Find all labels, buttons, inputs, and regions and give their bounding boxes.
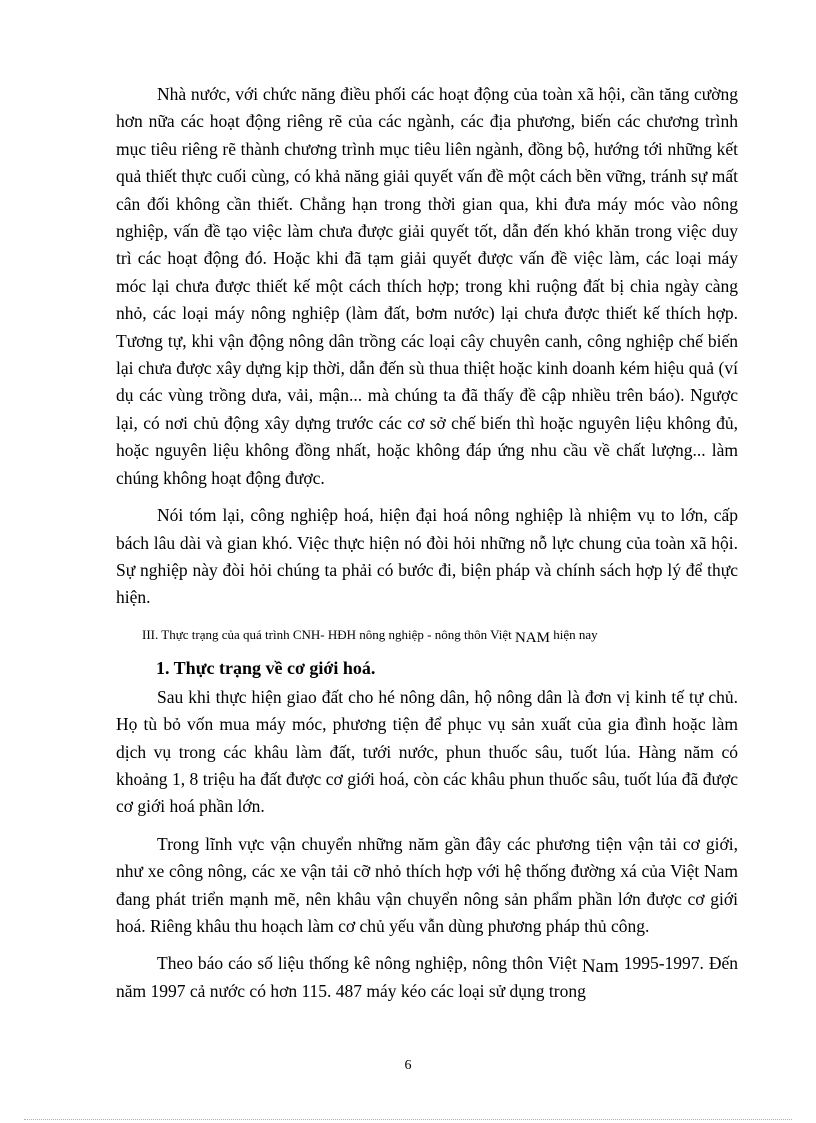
body-paragraph: Trong lĩnh vực vận chuyển những năm gần đây các phương tiện vận tải cơ giới, như xe công nông, các xe vận tải cỡ nhỏ thích hợp với hệ thống đường xá của Việt Nam đang phát triển mạnh mẽ, nên khâu vận chuyển nông sản phẩm phần lớn được cơ giới hoá. Riêng khâu thu hoạch làm cơ chủ yếu vẫn dùng phương pháp thủ công. [116, 833, 738, 936]
last-paragraph-end: 1995-1997. Đến năm 1997 cả nước có hơn 115. 487 máy kéo các loại sử dụng trong [116, 953, 738, 1001]
page-body [116, 81, 738, 1005]
body-paragraph: Nói tóm lại, công nghiệp hoá, hiện đại hoá nông nghiệp là nhiệm vụ to lớn, cấp bách lâu dài và gian khó. Việc thực hiện nó đòi hỏi những nỗ lực chung của toàn xã hội. Sự nghiệp này đòi hỏi chúng ta phải có bước đi, biện pháp và chính sách hợp lý để thực hiện. [116, 505, 738, 608]
section-heading-caps: NAM [514, 629, 550, 646]
last-paragraph-start: Theo báo cáo số liệu thống kê nông nghiệp, nông thôn Việt [157, 953, 582, 974]
page-number: 6 [404, 1058, 412, 1073]
body-paragraph: Sau khi thực hiện giao đất cho hé nông dân, hộ nông dân là đơn vị kinh tế tự chủ. Họ tù bỏ vốn mua máy móc, phương tiện để phục vụ sản xuất của gia đình hoặc làm dịch vụ trong các khâu làm đất, tưới nước, phun thuốc sâu, tuốt lúa. Hàng năm có khoảng 1, 8 triệu ha đất được cơ giới hoá, còn các khâu phun thuốc sâu, tuốt lúa đã được cơ giới hoá phần lớn. [116, 686, 738, 817]
section-heading-suffix: hiện nay [549, 626, 598, 642]
body-paragraph: Nhà nước, với chức năng điều phối các hoạt động của toàn xã hội, cần tăng cường hơn nữa các hoạt động riêng rẽ của các ngành, các địa phương, biến các chương trình mục tiêu riêng rẽ thành chương trình mục tiêu liên ngành, đồng bộ, hướng tới những kết quả thiết thực cuối cùng, có khả năng giải quyết vấn đề một cách bền vững, tránh sự mất cân đối không cần thiết. Chẳng hạn trong thời gian qua, khi đưa máy móc vào nông nghiệp, vấn đề tạo việc làm chưa được giải quyết tốt, dẫn đến khó khăn trong việc duy trì các hoạt động đó. Hoặc khi đã tạm giải quyết được vấn đề việc làm, các loại máy móc lại chưa được thiết kế một cách thích hợp; trong khi ruộng đất bị chia ngày càng nhỏ, các loại máy nông nghiệp (làm đất, bơm nước) lại chưa được thiết kế thích hợp. Tương tự, khi vận động nông dân trồng các loại cây chuyên canh, công nghiệp chế biến lại chưa được xây dựng kịp thời, dẫn đến sù thua thiệt hoặc kinh doanh kém hiệu quả (ví dụ các vùng trồng dưa, vải, mận... mà chúng ta đã thấy đề cập nhiều trên báo). Ngược lại, có nơi chủ động xây dựng trước các cơ sở chế biến thì hoặc nguyên liệu không đủ, hoặc nguyên liệu không đồng nhất, hoặc không đáp ứng nhu cầu về chất lượng... làm chúng không hoạt động được. [116, 84, 738, 488]
body-paragraph-last [116, 950, 738, 1005]
page-bottom-divider [24, 1119, 792, 1120]
subsection-heading: 1. Thực trạng về cơ giới hoá. [156, 657, 376, 678]
section-heading [116, 626, 738, 644]
section-heading-prefix: III. Thực trạng của quá trình CNH- HĐH nông nghiệp - nông thôn Việt [142, 626, 515, 642]
last-paragraph-sub-word: Nam [581, 956, 619, 978]
